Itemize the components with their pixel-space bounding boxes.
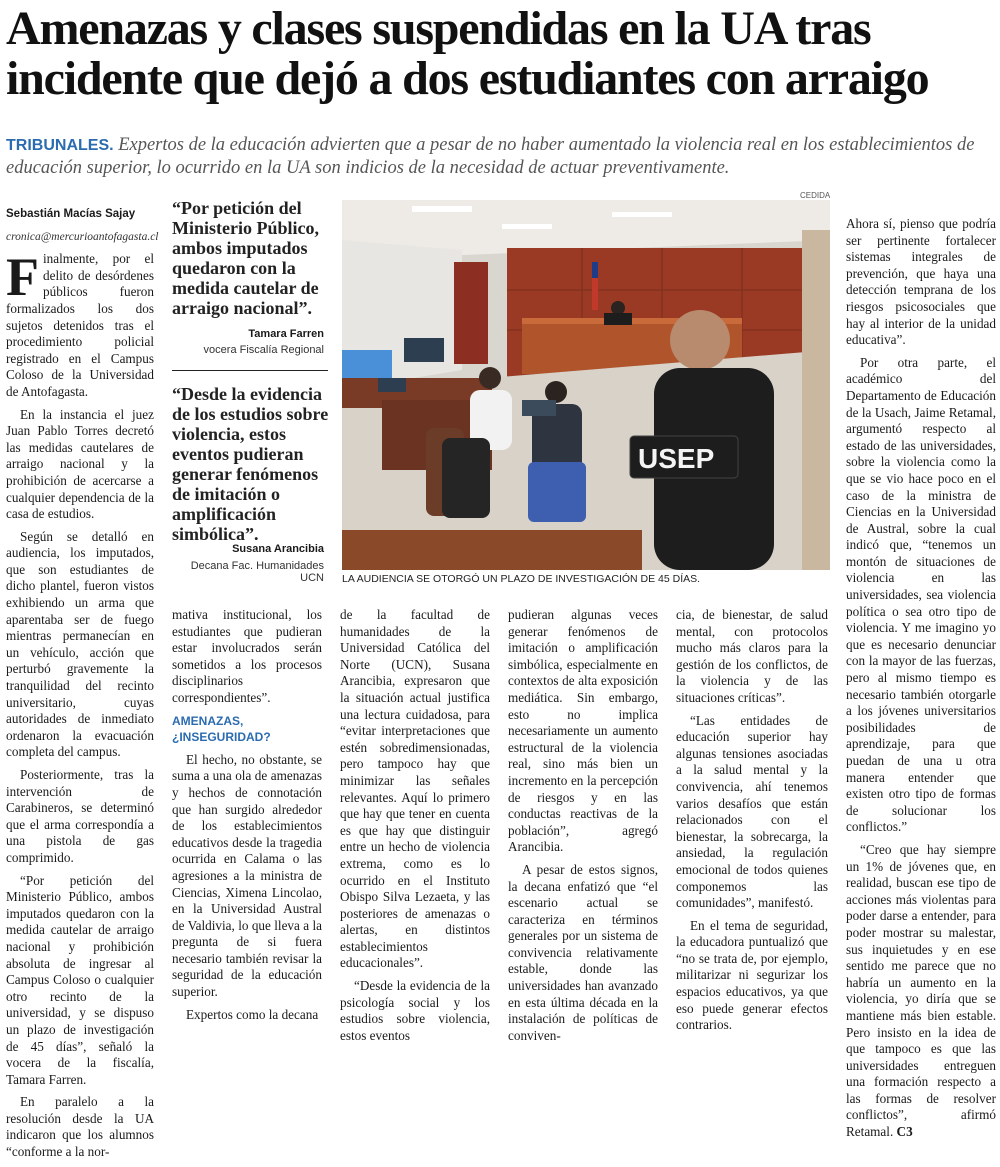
- end-mark: C3: [896, 1124, 913, 1140]
- deck: [6, 134, 996, 180]
- divider: [172, 370, 328, 371]
- paragraph: Finalmente, por el delito de desórdenes públicos fueron formalizados los dos sujetos detenidos tras el procedimiento policial registrado en el Campus Coloso de la Universidad de Antofagasta.: [6, 247, 154, 399]
- pull-quote-1: “Por petición del Ministerio Público, ambos imputados quedaron con la medida cautelar de arraigo nacional”.: [172, 198, 319, 318]
- subhead: AMENAZAS, ¿INSEGURIDAD?: [172, 713, 271, 745]
- paragraph: de la facultad de humanidades de la Universidad Católica del Norte (UCN), Susana Arancibia, expresaron que la situación actual justifica una lectura cuidadosa, para “evitar interpretaciones que estén sobredimensionadas, pero tampoco hay que minimizar las señales relevantes. Aquí lo primero que hay que tener en cuenta es que hay que distinguir entre un hecho de violencia extrema, como es lo ocurrido en el Instituto Obispo Silva Lezaeta, y las posteriores de amenazas o alertas, en distintos establecimientos educacionales”.: [340, 607, 490, 971]
- column-5: [676, 607, 828, 1040]
- column-6: [846, 216, 996, 1147]
- paragraph: Según se detalló en audiencia, los imputados, que son estudiantes de dicho plantel, fueron vistos exhibiendo un arma que aparentaba ser de fuego mientras permanecían en un vehículo, acción que perturbó gravemente la tranquilidad del recinto universitario, cuyas autoridades de inmediato ordenaron la evacuación completa del campus.: [6, 528, 154, 760]
- paragraph: En paralelo a la resolución desde la UA indicaron que los alumnos “conforme a la nor-: [6, 1094, 154, 1160]
- paragraph: A pesar de estos signos, la decana enfatizó que “el escenario actual se caracteriza en términos generales por un sistema de convivencia relativamente estable, donde las universidades han avanzado en esta última década en la instalación de políticas de conviven-: [508, 861, 658, 1043]
- paragraph: En el tema de seguridad, la educadora puntualizó que “no se trata de, por ejemplo, militarizar ni segurizar los espacios educativos, ya que eso puede generar efectos contrarios.: [676, 917, 828, 1033]
- paragraph: “Creo que hay siempre un 1% de jóvenes que, en realidad, buscan ese tipo de acciones más violentas para poder darse a entender, para poder mostrar su malestar, sus inquietudes y en ese sentido me parece que no habría un aumento en la violencia, yo diría que se mantiene más bien estable. Pero insisto en la idea de que tampoco es que las universidades entreguen una formación respecto a las formas de resolver conflictos”, afirmó Retamal. C3: [846, 841, 996, 1140]
- paragraph: pudieran algunas veces generar fenómenos de imitación o amplificación simbólica, especialmente en contextos de alta exposición mediática. Sin embargo, esto no implica necesariamente un aumento estructural de la violencia real, sino más bien un incremento en la percepción de riesgos y en las conductas reactivas de la población”, agregó Arancibia.: [508, 607, 658, 855]
- photo-credit: CEDIDA: [800, 191, 831, 200]
- paragraph: Ahora sí, pienso que podría ser pertinente fortalecer sistemas integrales de prevención, que haya una detección temprana de los riesgos psicosociales que hay al interior de la unidad educativa”.: [846, 216, 996, 348]
- column-2: [172, 607, 322, 1029]
- courtroom-illustration: [342, 200, 830, 570]
- paragraph: “Las entidades de educación superior hay algunas tensiones asociadas a la salud mental y la convivencia, ahí tenemos varios desafíos que están relacionados con el bienestar, la sobrecarga, la ansiedad, la regulación emocional de todos quienes componemos las comunidades”, manifestó.: [676, 712, 828, 911]
- deck-text: Expertos de la educación advierten que a pesar de no haber aumentado la violencia real en los establecimientos de educación superior, lo ocurrido en la UA son indicios de la necesidad de actuar preventivamente.: [6, 135, 975, 178]
- paragraph: “Desde la evidencia de la psicología social y los estudios sobre violencia, estos eventos: [340, 978, 490, 1043]
- paragraph: mativa institucional, los estudiantes que pudieran estar involucrados serán sometidos a los procesos disciplinarios correspondientes”.: [172, 607, 322, 705]
- courtroom-photo: [342, 200, 830, 570]
- quote-1-role: vocera Fiscalía Regional: [203, 344, 324, 356]
- quote-2-name: Susana Arancibia: [232, 543, 324, 555]
- byline-email: cronica@mercurioantofagasta.cl: [6, 230, 159, 243]
- vest-label: USEP: [638, 443, 715, 474]
- pull-quote-2: “Desde la evidencia de los estudios sobre violencia, estos eventos pudieran generar fenómenos de imitación o amplificación simbólica”.: [172, 384, 329, 544]
- paragraph: “Por petición del Ministerio Público, ambos imputados quedaron con la medida cautelar de arraigo nacional y prohibición absoluta de ingresar al Campus Coloso o cualquier otro recinto de la universidad, y se dispuso un plazo de investigación de 45 días”, señaló la vocera de la fiscalía, Tamara Farren.: [6, 872, 154, 1087]
- quote-1-name: Tamara Farren: [248, 328, 324, 340]
- paragraph: El hecho, no obstante, se suma a una ola de amenazas y hechos de connotación que han surgido alrededor de los establecimientos educativos desde la tragedia ocurrida en Calama o las agresiones a la ministra de Ciencias, Ximena Lincolao, en la Universidad Austral de Valdivia, lo que lleva a la pregunta de si fuera necesario también revisar la seguridad de la educación superior.: [172, 751, 322, 1000]
- column-3: [340, 607, 490, 1050]
- headline: Amenazas y clases suspendidas en la UA tras incidente que dejó a dos estudiantes con arraigo: [6, 2, 929, 105]
- section-tag: TRIBUNALES.: [6, 137, 114, 154]
- paragraph: Posteriormente, tras la intervención de Carabineros, se determinó que el arma correspondía a una pistola de gas comprimido.: [6, 767, 154, 865]
- dropcap: F: [6, 247, 39, 308]
- column-4: [508, 607, 658, 1050]
- paragraph: cia, de bienestar, de salud mental, con protocolos mucho más claros para la gestión de los conflictos, de la violencia y de las situaciones críticas”.: [676, 607, 828, 705]
- paragraph: En la instancia el juez Juan Pablo Torres decretó las medidas cautelares de arraigo nacional y la prohibición de acercarse a cualquier dependencia de la casa de estudios.: [6, 406, 154, 522]
- column-1: [6, 206, 159, 1167]
- byline-author: Sebastián Macías Sajay: [6, 208, 136, 220]
- photo-caption: LA AUDIENCIA SE OTORGÓ UN PLAZO DE INVESTIGACIÓN DE 45 DÍAS.: [342, 573, 701, 585]
- quote-2-role: Decana Fac. Humanidades UCN: [190, 560, 324, 584]
- paragraph: Por otra parte, el académico del Departamento de Educación de la Usach, Jaime Retamal, argumentó respecto al estado de las universidades, sobre la violencia como la que se vio hace poco en el caso de la ministra de Ciencias en la Universidad de Austral, sobre la cual indicó que, “tenemos un montón de situaciones de violencia en las universidades, sea violencia política o sea otro tipo de violencia. Y me imagino yo que es necesario denunciar con la mayor de las fuerzas, pero al mismo tiempo es necesario también otorgarle a los jóvenes universitarios posibilidades de aprendizaje, para que puedan de una u otra manera entender que existen otro tipo de formas de solucionar los conflictos.”: [846, 354, 996, 835]
- paragraph: Expertos como la decana: [186, 1006, 319, 1022]
